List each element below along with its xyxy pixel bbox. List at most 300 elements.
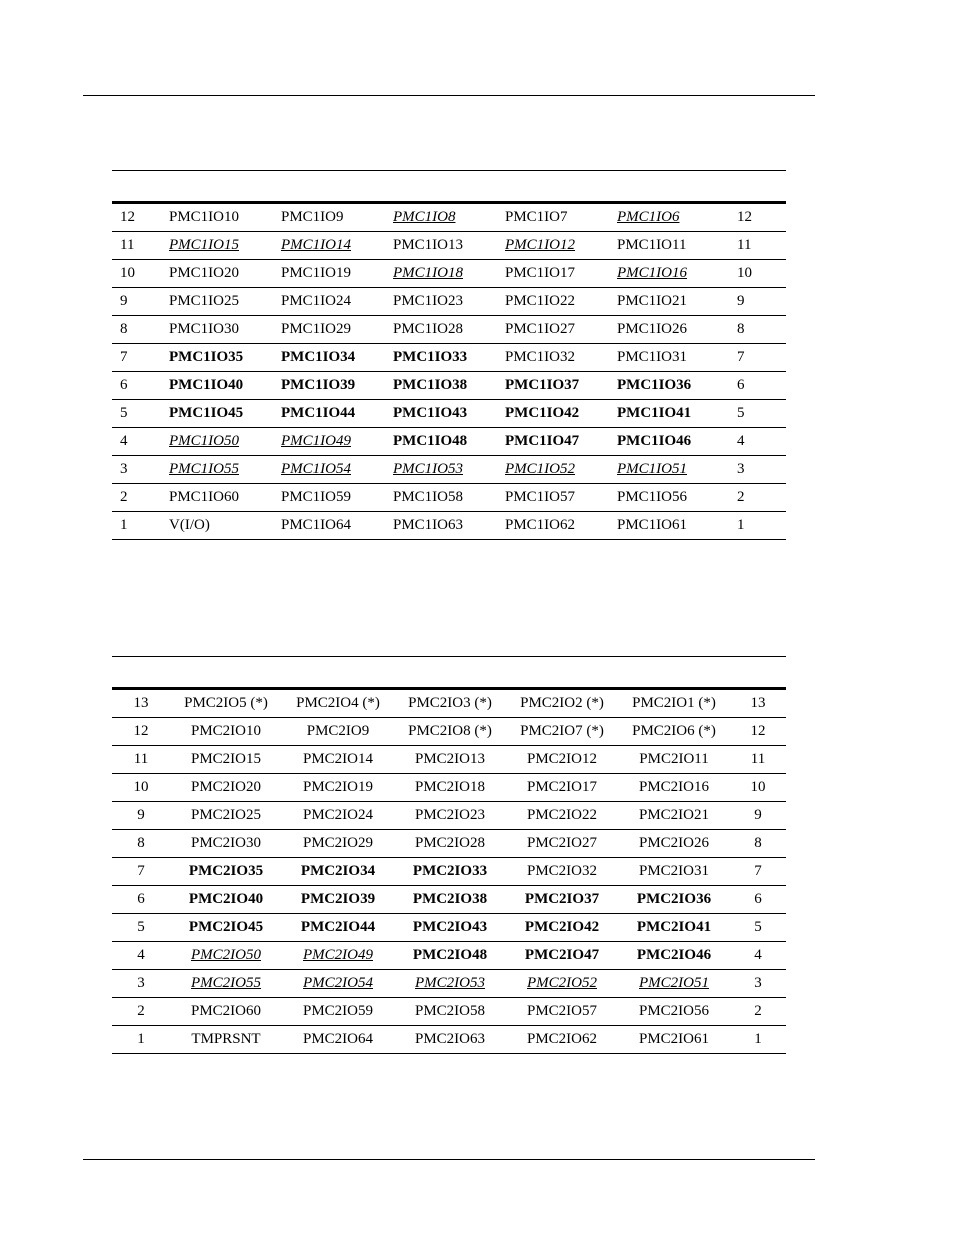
signal-name: PMC1IO40 [169, 377, 244, 393]
row-number-right: 9 [730, 802, 786, 830]
signal-name: PMC2IO10 [190, 723, 261, 739]
signal-cell [617, 456, 729, 484]
signal-cell [617, 372, 729, 400]
signal-cell [394, 746, 506, 774]
signal-cell [505, 203, 617, 232]
row-number-left: 12 [112, 718, 170, 746]
signal-name: PMC1IO57 [505, 489, 576, 505]
signal-name: PMC1IO62 [505, 517, 576, 533]
signal-cell [282, 1026, 394, 1054]
signal-cell [505, 428, 617, 456]
pin-row [112, 942, 786, 970]
signal-cell [505, 232, 617, 260]
signal-name: PMC1IO55 [169, 461, 239, 477]
row-number-right: 7 [729, 344, 786, 372]
signal-name: PMC2IO57 [526, 1003, 597, 1019]
row-number-right: 11 [729, 232, 786, 260]
signal-name: PMC1IO60 [169, 489, 240, 505]
signal-name: PMC1IO41 [617, 405, 692, 421]
pin-row [112, 344, 786, 372]
signal-cell [393, 372, 505, 400]
signal-cell [281, 512, 393, 540]
signal-cell [169, 203, 281, 232]
signal-name: PMC2IO33 [412, 863, 488, 879]
signal-name: PMC1IO22 [505, 293, 576, 309]
signal-cell [394, 970, 506, 998]
row-number-left: 10 [112, 260, 169, 288]
signal-cell [394, 914, 506, 942]
pin-row [112, 830, 786, 858]
signal-cell [170, 942, 282, 970]
signal-cell [282, 689, 394, 718]
signal-name: PMC1IO59 [281, 489, 352, 505]
signal-cell [281, 428, 393, 456]
signal-name: PMC1IO25 [169, 293, 240, 309]
signal-name: PMC2IO23 [414, 807, 485, 823]
signal-cell [282, 858, 394, 886]
signal-name: PMC1IO36 [617, 377, 692, 393]
row-number-left: 8 [112, 316, 169, 344]
signal-cell [170, 774, 282, 802]
signal-cell [394, 998, 506, 1026]
row-number-left: 8 [112, 830, 170, 858]
signal-name: PMC1IO32 [505, 349, 576, 365]
signal-cell [281, 316, 393, 344]
row-number-left: 5 [112, 400, 169, 428]
signal-cell [505, 372, 617, 400]
row-number-right: 3 [729, 456, 786, 484]
signal-cell [618, 774, 730, 802]
signal-name: PMC1IO35 [169, 349, 244, 365]
signal-cell [506, 858, 618, 886]
signal-name: PMC1IO48 [393, 433, 468, 449]
row-number-left: 7 [112, 344, 169, 372]
signal-name: PMC2IO36 [636, 891, 712, 907]
signal-cell [169, 428, 281, 456]
signal-name: PMC2IO26 [638, 835, 709, 851]
page-header-rule [83, 95, 815, 96]
pin-row [112, 512, 786, 540]
row-number-right: 3 [730, 970, 786, 998]
signal-name: PMC2IO46 [636, 947, 712, 963]
signal-name: PMC2IO1 (*) [632, 695, 716, 711]
signal-cell [505, 400, 617, 428]
signal-name: PMC2IO47 [524, 947, 600, 963]
signal-name: PMC1IO45 [169, 405, 244, 421]
signal-name: PMC2IO25 [190, 807, 261, 823]
signal-name: PMC1IO29 [281, 321, 352, 337]
signal-cell [282, 774, 394, 802]
signal-cell [281, 203, 393, 232]
row-number-right: 8 [729, 316, 786, 344]
pin-row [112, 260, 786, 288]
signal-cell [394, 942, 506, 970]
signal-cell [394, 886, 506, 914]
signal-name: PMC2IO32 [526, 863, 597, 879]
signal-cell [394, 689, 506, 718]
row-number-left: 7 [112, 858, 170, 886]
signal-name: PMC1IO47 [505, 433, 580, 449]
signal-cell [617, 260, 729, 288]
row-number-right: 4 [730, 942, 786, 970]
row-number-left: 11 [112, 232, 169, 260]
signal-cell [393, 400, 505, 428]
signal-name: PMC2IO18 [414, 779, 485, 795]
pmc2-pinout-table [112, 687, 786, 1054]
signal-cell [393, 203, 505, 232]
signal-cell [618, 718, 730, 746]
signal-name: PMC2IO19 [302, 779, 373, 795]
signal-name: PMC2IO62 [526, 1031, 597, 1047]
signal-cell [617, 512, 729, 540]
row-number-left: 10 [112, 774, 170, 802]
pin-row [112, 746, 786, 774]
signal-cell [282, 802, 394, 830]
signal-name: PMC1IO11 [617, 237, 687, 253]
signal-cell [170, 802, 282, 830]
signal-cell [506, 830, 618, 858]
pin-row [112, 970, 786, 998]
signal-name: PMC2IO11 [639, 751, 709, 767]
signal-cell [618, 1026, 730, 1054]
signal-cell [170, 830, 282, 858]
signal-name: PMC2IO60 [190, 1003, 261, 1019]
signal-name: PMC1IO43 [393, 405, 468, 421]
signal-cell [281, 484, 393, 512]
signal-cell [394, 718, 506, 746]
row-number-left: 1 [112, 1026, 170, 1054]
signal-name: PMC2IO14 [302, 751, 373, 767]
signal-cell [169, 372, 281, 400]
signal-name: PMC1IO27 [505, 321, 576, 337]
signal-name: PMC2IO43 [412, 919, 488, 935]
signal-cell [394, 802, 506, 830]
signal-cell [618, 746, 730, 774]
signal-cell [393, 316, 505, 344]
pin-row [112, 232, 786, 260]
row-number-right: 6 [729, 372, 786, 400]
row-number-right: 12 [729, 203, 786, 232]
signal-name: PMC2IO63 [414, 1031, 485, 1047]
signal-cell [282, 914, 394, 942]
pin-row [112, 428, 786, 456]
pin-row [112, 400, 786, 428]
signal-cell [282, 886, 394, 914]
signal-cell [169, 512, 281, 540]
signal-name: PMC1IO38 [393, 377, 468, 393]
row-number-left: 9 [112, 802, 170, 830]
signal-name: PMC1IO56 [617, 489, 688, 505]
signal-cell [506, 718, 618, 746]
pin-row [112, 316, 786, 344]
pin-row [112, 1026, 786, 1054]
signal-cell [281, 372, 393, 400]
signal-name: PMC2IO15 [190, 751, 261, 767]
signal-name: PMC2IO55 [191, 975, 261, 991]
signal-cell [281, 288, 393, 316]
signal-name: PMC1IO19 [281, 265, 352, 281]
pin-row [112, 372, 786, 400]
signal-name: PMC2IO3 (*) [408, 695, 492, 711]
signal-name: PMC1IO26 [617, 321, 688, 337]
signal-cell [170, 858, 282, 886]
signal-cell [393, 288, 505, 316]
signal-name: PMC1IO33 [393, 349, 468, 365]
signal-name: PMC1IO42 [505, 405, 580, 421]
signal-cell [394, 830, 506, 858]
signal-cell [169, 400, 281, 428]
signal-name: PMC2IO21 [638, 807, 709, 823]
row-number-right: 12 [730, 718, 786, 746]
row-number-right: 10 [730, 774, 786, 802]
signal-cell [618, 858, 730, 886]
signal-cell [170, 998, 282, 1026]
signal-name: TMPRSNT [191, 1031, 261, 1047]
signal-name: PMC1IO58 [393, 489, 464, 505]
signal-cell [281, 232, 393, 260]
signal-cell [394, 774, 506, 802]
row-number-right: 10 [729, 260, 786, 288]
row-number-right: 1 [730, 1026, 786, 1054]
signal-name: PMC1IO13 [393, 237, 464, 253]
row-number-right: 5 [730, 914, 786, 942]
signal-cell [281, 344, 393, 372]
pin-row [112, 484, 786, 512]
signal-cell [506, 886, 618, 914]
row-number-right: 9 [729, 288, 786, 316]
signal-cell [393, 260, 505, 288]
signal-name: PMC2IO38 [412, 891, 488, 907]
signal-cell [170, 746, 282, 774]
signal-name: PMC2IO49 [303, 947, 373, 963]
row-number-right: 5 [729, 400, 786, 428]
signal-cell [505, 344, 617, 372]
signal-cell [506, 942, 618, 970]
signal-cell [282, 998, 394, 1026]
signal-name: PMC2IO48 [412, 947, 488, 963]
signal-name: V(I/O) [169, 517, 210, 533]
signal-cell [506, 914, 618, 942]
row-number-left: 6 [112, 886, 170, 914]
signal-cell [618, 802, 730, 830]
signal-cell [282, 942, 394, 970]
signal-name: PMC1IO53 [393, 461, 463, 477]
signal-cell [394, 858, 506, 886]
signal-cell [170, 689, 282, 718]
signal-cell [169, 344, 281, 372]
pin-row [112, 858, 786, 886]
signal-name: PMC1IO61 [617, 517, 688, 533]
signal-cell [169, 456, 281, 484]
signal-name: PMC1IO54 [281, 461, 351, 477]
signal-name: PMC2IO44 [300, 919, 376, 935]
signal-cell [618, 886, 730, 914]
signal-name: PMC2IO37 [524, 891, 600, 907]
pin-row [112, 998, 786, 1026]
signal-cell [282, 830, 394, 858]
signal-name: PMC1IO50 [169, 433, 239, 449]
signal-cell [281, 400, 393, 428]
signal-name: PMC1IO39 [281, 377, 356, 393]
signal-cell [394, 1026, 506, 1054]
signal-name: PMC1IO6 [617, 209, 680, 225]
signal-name: PMC1IO52 [505, 461, 575, 477]
signal-name: PMC1IO15 [169, 237, 239, 253]
signal-name: PMC2IO6 (*) [632, 723, 716, 739]
signal-name: PMC2IO7 (*) [520, 723, 604, 739]
row-number-left: 6 [112, 372, 169, 400]
signal-name: PMC2IO29 [302, 835, 373, 851]
signal-cell [393, 344, 505, 372]
pin-row [112, 914, 786, 942]
row-number-right: 11 [730, 746, 786, 774]
row-number-left: 2 [112, 998, 170, 1026]
signal-name: PMC2IO31 [638, 863, 709, 879]
signal-cell [169, 484, 281, 512]
signal-name: PMC2IO4 (*) [296, 695, 380, 711]
signal-cell [170, 886, 282, 914]
table1-title-rule [112, 170, 786, 171]
signal-name: PMC2IO5 (*) [184, 695, 268, 711]
signal-cell [505, 512, 617, 540]
row-number-left: 11 [112, 746, 170, 774]
signal-name: PMC1IO23 [393, 293, 464, 309]
signal-name: PMC1IO31 [617, 349, 688, 365]
signal-name: PMC2IO64 [302, 1031, 373, 1047]
row-number-right: 7 [730, 858, 786, 886]
signal-name: PMC2IO40 [188, 891, 264, 907]
pin-row [112, 802, 786, 830]
signal-cell [393, 232, 505, 260]
signal-name: PMC2IO52 [527, 975, 597, 991]
row-number-right: 6 [730, 886, 786, 914]
signal-cell [393, 484, 505, 512]
row-number-right: 2 [729, 484, 786, 512]
signal-name: PMC1IO44 [281, 405, 356, 421]
signal-cell [617, 400, 729, 428]
signal-cell [618, 689, 730, 718]
signal-cell [617, 232, 729, 260]
signal-cell [506, 998, 618, 1026]
signal-cell [505, 456, 617, 484]
signal-name: PMC1IO49 [281, 433, 351, 449]
pin-row [112, 288, 786, 316]
signal-name: PMC1IO34 [281, 349, 356, 365]
signal-cell [170, 914, 282, 942]
signal-cell [393, 428, 505, 456]
signal-cell [282, 718, 394, 746]
signal-name: PMC1IO7 [505, 209, 568, 225]
signal-name: PMC2IO22 [526, 807, 597, 823]
signal-cell [281, 456, 393, 484]
row-number-left: 3 [112, 456, 169, 484]
row-number-right: 8 [730, 830, 786, 858]
pin-row [112, 774, 786, 802]
signal-name: PMC1IO17 [505, 265, 576, 281]
signal-name: PMC1IO24 [281, 293, 352, 309]
signal-name: PMC2IO16 [638, 779, 709, 795]
signal-cell [618, 998, 730, 1026]
signal-cell [169, 316, 281, 344]
row-number-right: 1 [729, 512, 786, 540]
signal-cell [281, 260, 393, 288]
signal-cell [618, 914, 730, 942]
signal-name: PMC2IO50 [191, 947, 261, 963]
signal-name: PMC2IO42 [524, 919, 600, 935]
signal-name: PMC2IO59 [302, 1003, 373, 1019]
signal-name: PMC1IO12 [505, 237, 575, 253]
signal-cell [617, 203, 729, 232]
pin-row [112, 456, 786, 484]
signal-name: PMC1IO14 [281, 237, 351, 253]
row-number-right: 2 [730, 998, 786, 1026]
signal-name: PMC2IO35 [188, 863, 264, 879]
signal-cell [505, 288, 617, 316]
signal-name: PMC2IO58 [414, 1003, 485, 1019]
signal-name: PMC1IO20 [169, 265, 240, 281]
row-number-left: 12 [112, 203, 169, 232]
signal-cell [506, 774, 618, 802]
pin-row [112, 886, 786, 914]
signal-cell [618, 942, 730, 970]
signal-cell [505, 316, 617, 344]
signal-name: PMC2IO30 [190, 835, 261, 851]
signal-name: PMC2IO39 [300, 891, 376, 907]
signal-cell [505, 484, 617, 512]
signal-cell [169, 232, 281, 260]
signal-name: PMC2IO61 [638, 1031, 709, 1047]
signal-cell [506, 802, 618, 830]
signal-name: PMC1IO64 [281, 517, 352, 533]
signal-name: PMC2IO56 [638, 1003, 709, 1019]
signal-cell [617, 316, 729, 344]
signal-name: PMC2IO54 [303, 975, 373, 991]
signal-name: PMC2IO2 (*) [520, 695, 604, 711]
signal-name: PMC2IO51 [639, 975, 709, 991]
signal-cell [617, 484, 729, 512]
row-number-right: 13 [730, 689, 786, 718]
signal-cell [618, 970, 730, 998]
signal-cell [170, 1026, 282, 1054]
row-number-left: 4 [112, 942, 170, 970]
signal-cell [505, 260, 617, 288]
signal-name: PMC1IO46 [617, 433, 692, 449]
page-footer-rule [83, 1159, 815, 1160]
signal-cell [393, 512, 505, 540]
signal-name: PMC1IO21 [617, 293, 688, 309]
pmc1-pinout-table [112, 201, 786, 540]
signal-cell [282, 746, 394, 774]
row-number-right: 4 [729, 428, 786, 456]
row-number-left: 5 [112, 914, 170, 942]
signal-cell [169, 260, 281, 288]
row-number-left: 2 [112, 484, 169, 512]
signal-name: PMC1IO51 [617, 461, 687, 477]
signal-name: PMC2IO24 [302, 807, 373, 823]
signal-name: PMC1IO37 [505, 377, 580, 393]
signal-name: PMC1IO30 [169, 321, 240, 337]
signal-cell [506, 746, 618, 774]
signal-cell [282, 970, 394, 998]
signal-name: PMC2IO45 [188, 919, 264, 935]
row-number-left: 9 [112, 288, 169, 316]
pin-row [112, 718, 786, 746]
signal-cell [617, 288, 729, 316]
signal-name: PMC1IO28 [393, 321, 464, 337]
signal-name: PMC1IO8 [393, 209, 456, 225]
signal-cell [506, 970, 618, 998]
signal-name: PMC1IO9 [281, 209, 344, 225]
